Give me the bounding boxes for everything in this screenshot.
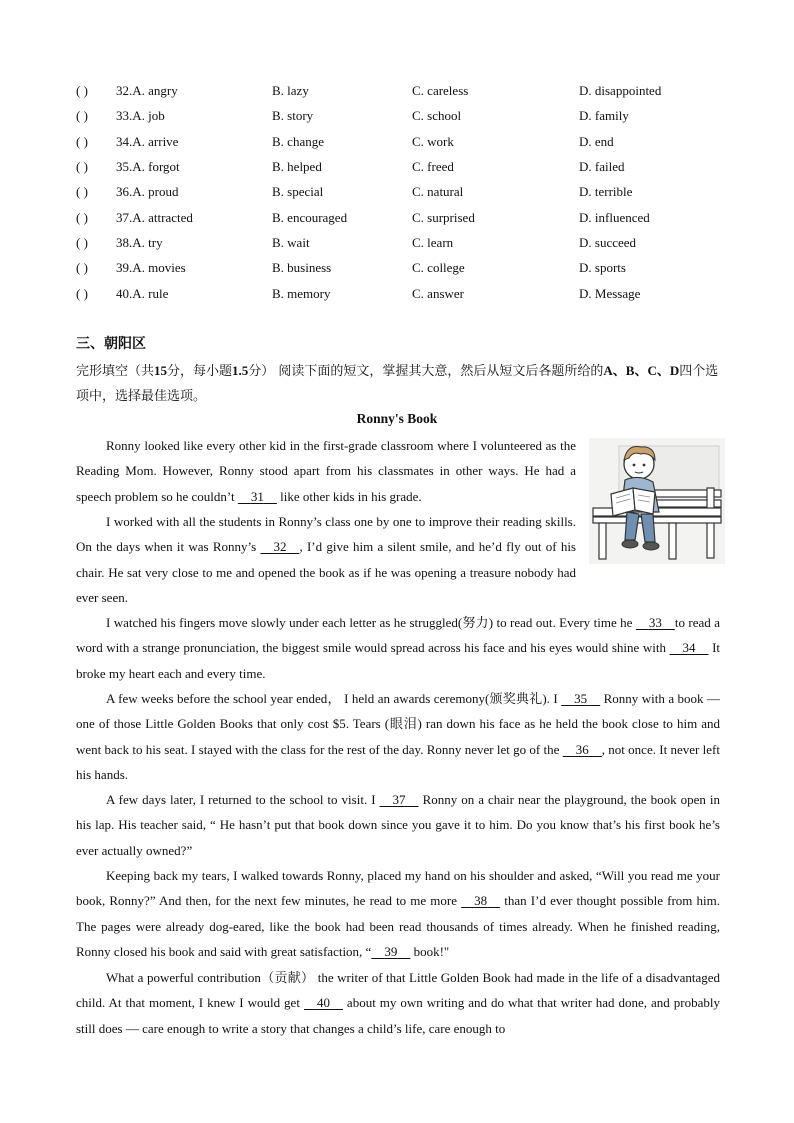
option-row-39 xyxy=(76,258,726,278)
story-title: Ronny's Book xyxy=(356,411,438,426)
answer-paren[interactable]: ( ) xyxy=(76,108,88,123)
option-a: A. forgot xyxy=(132,159,180,174)
story-paragraph-3 xyxy=(76,610,720,686)
blank-38[interactable]: 38 xyxy=(474,893,488,909)
paragraph-text: Ronny with a book — one of those Little Golden Books that only cost $5. Tears (眼泪) ran down his face as he held the book close to him and went back to his seat. I stayed with the class for the rest of the day. Ronny never let go of the xyxy=(76,691,721,757)
story-paragraph-4 xyxy=(76,686,720,788)
paragraph-text: What a powerful contribution（贡献） the writer of that Little Golden Book had made in the life of a disadvantaged child. At that moment, I knew I would get xyxy=(76,970,720,1011)
answer-paren[interactable]: ( ) xyxy=(76,260,88,275)
option-c: C. careless xyxy=(412,83,469,98)
instruction-abcd: A、B、C、D xyxy=(603,363,680,378)
option-c: C. answer xyxy=(412,286,464,301)
question-number: 35. xyxy=(116,159,133,174)
paragraph-text: It broke my heart each and every time. xyxy=(76,640,721,681)
question-number: 38. xyxy=(116,235,133,250)
answer-paren[interactable]: ( ) xyxy=(76,83,88,98)
option-row-38 xyxy=(76,233,726,253)
blank-34[interactable]: 34 xyxy=(682,640,696,656)
option-d: D. succeed xyxy=(579,235,637,250)
option-row-35 xyxy=(76,157,726,177)
option-d: D. end xyxy=(579,134,614,149)
option-a: A. attracted xyxy=(132,210,193,225)
option-row-34 xyxy=(76,132,726,152)
instruction-text: 分，每小题 xyxy=(167,364,233,379)
paragraph-text: , not once. It never left his hands. xyxy=(76,741,720,783)
story-paragraph-6 xyxy=(76,863,720,965)
option-d: D. terrible xyxy=(579,184,633,199)
question-number: 40. xyxy=(116,286,133,301)
option-b: B. memory xyxy=(272,286,331,301)
option-b: B. encouraged xyxy=(272,210,348,225)
option-row-37 xyxy=(76,208,726,228)
paragraph-text: than I’d ever thought possible from him. The pages were already dog-eared, like the book had been read thousands of times already. When he finished reading, Ronny closed his book and said with great satisfaction, “ xyxy=(76,893,721,960)
blank-37[interactable]: 37 xyxy=(392,792,406,807)
paragraph-text: A few weeks before the school year ended， I held an awards ceremony(颁奖典礼). I xyxy=(106,691,558,706)
question-number: 34. xyxy=(116,134,133,149)
option-d: D. sports xyxy=(579,260,626,275)
option-a: A. job xyxy=(132,108,165,123)
option-b: B. helped xyxy=(272,159,322,174)
paragraph-text: Keeping back my tears, I walked towards Ronny, placed my hand on his shoulder and asked, “Will you read me your book, Ronny?” And then, for the next few minutes, he read to me more xyxy=(76,868,720,909)
option-d: D. family xyxy=(579,108,629,123)
paragraph-text: Ronny looked like every other kid in the first-grade classroom where I volunteered as the Reading Mom. However, Ronny stood apart from his classmates in other ways. He had a speech problem so he couldn’t xyxy=(76,438,576,504)
paragraph-text: A few days later, I returned to the school to visit. I xyxy=(106,792,376,807)
option-a: A. proud xyxy=(132,184,179,199)
answer-paren[interactable]: ( ) xyxy=(76,134,88,149)
option-row-32 xyxy=(76,81,726,101)
option-row-36 xyxy=(76,182,726,202)
answer-paren[interactable]: ( ) xyxy=(76,235,88,250)
instruction-points-each: 1.5 xyxy=(232,363,249,378)
option-b: B. business xyxy=(272,260,332,275)
option-a: A. rule xyxy=(132,286,169,301)
instruction-text: 分） 阅读下面的短文，掌握其大意，然后从短文后各题所给的 xyxy=(248,364,604,379)
instruction-text: 四个选项中，选择最佳选项。 xyxy=(76,364,719,404)
story-paragraph-5 xyxy=(76,787,720,863)
blank-31[interactable]: 31 xyxy=(250,488,264,504)
option-a: A. arrive xyxy=(132,134,179,149)
paragraph-text: Ronny on a chair near the playground, the book open in his lap. His teacher said, “ He hasn’t put that book down since you gave it to him. Do you know that’s his first book he’s ever actually owned?” xyxy=(76,792,721,858)
question-number: 37. xyxy=(116,210,133,225)
blank-39[interactable]: 39 xyxy=(384,944,398,960)
option-b: B. story xyxy=(272,108,314,123)
option-a: A. try xyxy=(132,235,163,250)
answer-paren[interactable]: ( ) xyxy=(76,286,88,301)
answer-paren[interactable]: ( ) xyxy=(76,184,88,199)
option-b: B. lazy xyxy=(272,83,309,98)
story-paragraph-1 xyxy=(76,433,576,509)
option-c: C. work xyxy=(412,134,454,149)
paragraph-text: I watched his fingers move slowly under each letter as he struggled(努力) to read out. Every time he xyxy=(106,615,633,630)
option-c: C. school xyxy=(412,108,462,123)
section-title: 三、朝阳区 xyxy=(76,336,146,352)
option-c: C. learn xyxy=(412,235,454,250)
option-d: D. Message xyxy=(579,286,641,301)
question-number: 32. xyxy=(116,83,133,98)
blank-40[interactable]: 40 xyxy=(316,995,330,1011)
blank-35[interactable]: 35 xyxy=(574,691,588,706)
option-b: B. wait xyxy=(272,235,310,250)
option-c: C. college xyxy=(412,260,465,275)
blank-36[interactable]: 36 xyxy=(575,741,589,757)
paragraph-text: I worked with all the students in Ronny’s class one by one to improve their reading skills. On the days when it was Ronny’s xyxy=(76,514,576,555)
option-row-33 xyxy=(76,106,726,126)
boy-reading-illustration xyxy=(589,438,725,564)
option-c: C. surprised xyxy=(412,210,475,225)
blank-33[interactable]: 33 xyxy=(648,615,662,630)
instruction-text: 完形填空（共 xyxy=(76,364,155,379)
answer-paren[interactable]: ( ) xyxy=(76,159,88,174)
option-row-40 xyxy=(76,284,726,304)
answer-paren[interactable]: ( ) xyxy=(76,210,88,225)
option-d: D. influenced xyxy=(579,210,650,225)
paragraph-text: , I’d give him a silent smile, and he’d fly out of his chair. He sat very close to me and opened the book as if he was opening a treasure nobody had ever seen. xyxy=(76,539,576,606)
paragraph-text: book!" xyxy=(413,944,450,960)
section-instructions xyxy=(76,358,720,409)
question-number: 39. xyxy=(116,260,133,275)
option-b: B. special xyxy=(272,184,324,199)
paragraph-text: about my own writing and do what that writer had done, and probably still does — care enough to write a story that changes a child’s life, care enough to xyxy=(76,995,721,1036)
question-number: 33. xyxy=(116,108,133,123)
blank-32[interactable]: 32 xyxy=(273,539,287,555)
story-paragraph-2 xyxy=(76,509,576,611)
option-b: B. change xyxy=(272,134,324,149)
option-c: C. natural xyxy=(412,184,464,199)
option-c: C. freed xyxy=(412,159,454,174)
option-d: D. disappointed xyxy=(579,83,662,98)
option-a: A. angry xyxy=(132,83,178,98)
instruction-points: 15 xyxy=(154,363,168,378)
option-a: A. movies xyxy=(132,260,186,275)
question-number: 36. xyxy=(116,184,133,199)
paragraph-text: to read a word with a strange pronunciation, the biggest smile would spread across his face and his eyes would shine with xyxy=(76,615,720,656)
paragraph-text: like other kids in his grade. xyxy=(280,488,422,504)
story-paragraph-7 xyxy=(76,965,720,1041)
option-d: D. failed xyxy=(579,159,625,174)
